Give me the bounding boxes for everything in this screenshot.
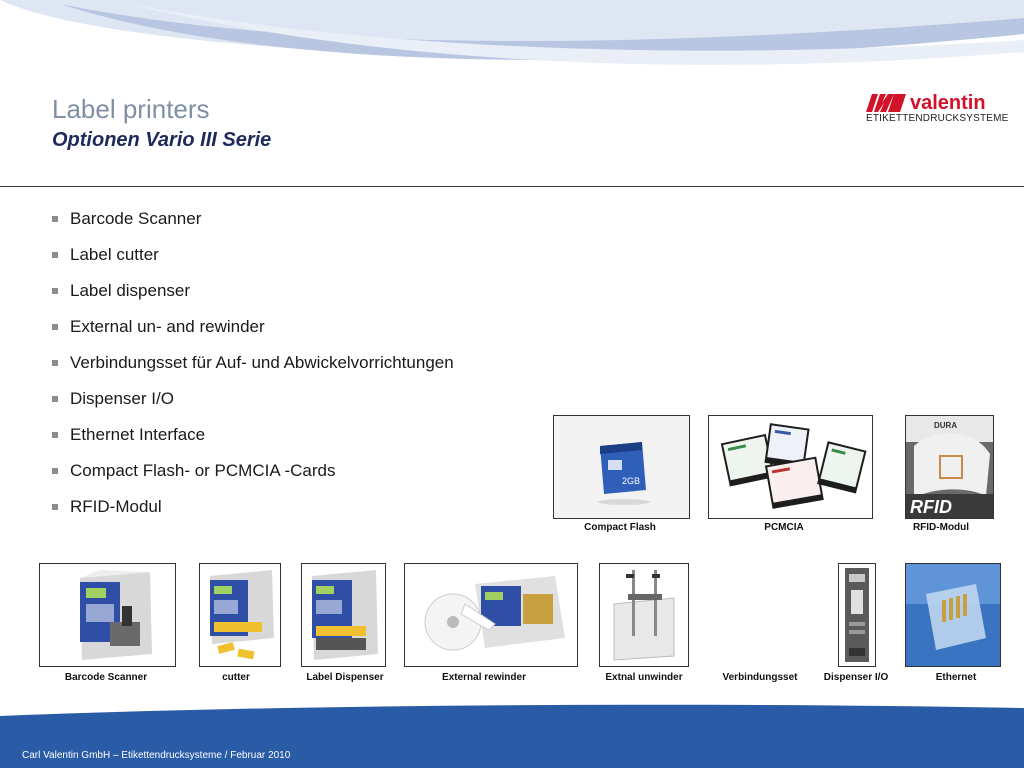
caption-verbindungsset: Verbindungsset bbox=[722, 672, 798, 683]
list-item: Dispenser I/O bbox=[52, 386, 454, 422]
svg-text:2GB: 2GB bbox=[622, 476, 641, 486]
cutter-image bbox=[199, 563, 281, 667]
bullet-icon bbox=[52, 324, 58, 330]
bullet-icon bbox=[52, 252, 58, 258]
list-item: Verbindungsset für Auf- und Abwickelvorrichtungen bbox=[52, 350, 454, 386]
printer-dispenser-icon bbox=[302, 564, 385, 666]
pcmcia-image bbox=[708, 415, 873, 519]
ethernet-connector-icon bbox=[906, 564, 1000, 666]
bullet-icon bbox=[52, 396, 58, 402]
caption-compact-flash: Compact Flash bbox=[584, 522, 656, 533]
caption-external-rewinder: External rewinder bbox=[442, 672, 526, 683]
list-item: Label dispenser bbox=[52, 278, 454, 314]
bullet-icon bbox=[52, 288, 58, 294]
header-divider bbox=[0, 186, 1024, 187]
caption-barcode-scanner: Barcode Scanner bbox=[64, 672, 148, 683]
list-item: Compact Flash- or PCMCIA -Cards bbox=[52, 458, 454, 494]
caption-label-dispenser: Label Dispenser bbox=[306, 672, 384, 683]
bullet-icon bbox=[52, 216, 58, 222]
external-rewinder-image bbox=[404, 563, 578, 667]
logo-tagline: ETIKETTENDRUCKSYSTEME bbox=[866, 113, 1009, 124]
list-item: Barcode Scanner bbox=[52, 206, 454, 242]
list-item: External un- and rewinder bbox=[52, 314, 454, 350]
rfid-image bbox=[905, 415, 994, 519]
logo-brand: valentin bbox=[910, 92, 986, 114]
page-title: Label printers bbox=[52, 94, 210, 124]
bullet-icon bbox=[52, 504, 58, 510]
compact-flash-icon bbox=[554, 416, 689, 518]
unwinder-stand-icon bbox=[600, 564, 688, 666]
pcmcia-cards-icon bbox=[709, 416, 872, 518]
dispenser-io-image bbox=[838, 563, 876, 667]
bullet-icon bbox=[52, 468, 58, 474]
extnal-unwinder-image bbox=[599, 563, 689, 667]
options-list bbox=[52, 206, 454, 530]
caption-rfid: RFID-Modul bbox=[912, 522, 970, 533]
valentin-logo-icon bbox=[866, 94, 906, 112]
list-item: Label cutter bbox=[52, 242, 454, 278]
caption-dispenser-io: Dispenser I/O bbox=[823, 672, 889, 683]
rfid-tag-icon bbox=[906, 416, 993, 518]
caption-ethernet: Ethernet bbox=[935, 672, 977, 683]
compact-flash-image bbox=[553, 415, 690, 519]
svg-text:RFID: RFID bbox=[910, 497, 952, 517]
printer-barcode-scanner-icon bbox=[40, 564, 175, 666]
caption-cutter: cutter bbox=[222, 672, 250, 683]
caption-pcmcia: PCMCIA bbox=[764, 522, 804, 533]
svg-text:DURA: DURA bbox=[934, 421, 958, 430]
bullet-icon bbox=[52, 432, 58, 438]
footer-text: Carl Valentin GmbH – Etikettendrucksysteme / Februar 2010 bbox=[22, 750, 291, 761]
page-subtitle: Optionen Vario III Serie bbox=[52, 129, 272, 151]
bullet-icon bbox=[52, 360, 58, 366]
label-dispenser-image bbox=[301, 563, 386, 667]
external-rewinder-icon bbox=[405, 564, 577, 666]
printer-cutter-icon bbox=[200, 564, 280, 666]
caption-extnal-unwinder: Extnal unwinder bbox=[605, 672, 683, 683]
barcode-scanner-image bbox=[39, 563, 176, 667]
io-board-icon bbox=[839, 564, 875, 666]
list-item: RFID-Modul bbox=[52, 494, 454, 530]
list-item: Ethernet Interface bbox=[52, 422, 454, 458]
ethernet-image bbox=[905, 563, 1001, 667]
